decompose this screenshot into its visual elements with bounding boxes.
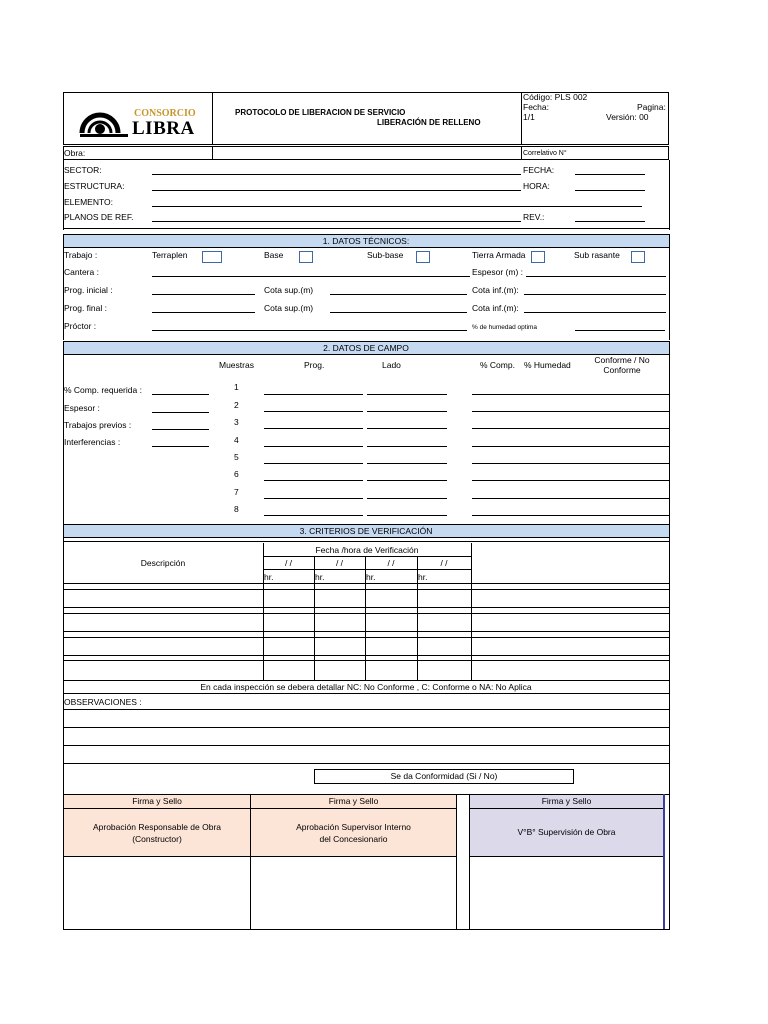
cantera-label: Cantera : <box>64 267 99 277</box>
rev-label: REV.: <box>523 212 545 222</box>
humedad-optima-field[interactable] <box>575 330 665 331</box>
cota-inf-1-label: Cota inf.(m): <box>472 285 519 295</box>
humedad-header: % Humedad <box>524 360 571 370</box>
humedad-optima-label: % de humedad optima <box>472 324 538 331</box>
subbase-checkbox[interactable] <box>416 251 430 263</box>
terraplen-label: Terraplen <box>152 250 188 260</box>
signature-header-2: Firma y Sello <box>251 795 456 809</box>
verification-hour[interactable]: hr. <box>366 572 376 582</box>
planos-label: PLANOS DE REF. <box>64 212 134 222</box>
logo-bottom-text: LIBRA <box>132 118 195 139</box>
form-subtitle: LIBERACIÓN DE RELLENO <box>377 118 481 127</box>
hora-label: HORA: <box>523 181 550 191</box>
cota-sup-2-field[interactable] <box>330 312 467 313</box>
logo <box>78 103 198 143</box>
cota-sup-2-label: Cota sup.(m) <box>264 303 314 313</box>
signature-role-2 <box>251 809 456 857</box>
observaciones-label: OBSERVACIONES : <box>64 697 142 707</box>
interferencias-field[interactable] <box>152 446 209 447</box>
proctor-label: Próctor : <box>64 321 97 331</box>
signature-area-2[interactable] <box>251 857 456 929</box>
verification-date[interactable]: / / <box>387 558 395 568</box>
prog-header: Prog. <box>304 360 325 370</box>
tierra-armada-label: Tierra Armada <box>472 250 526 260</box>
sample-number: 8 <box>234 504 239 514</box>
trabajos-previos-field[interactable] <box>152 429 209 430</box>
form-title: PROTOCOLO DE LIBERACION DE SERVICIO <box>235 108 406 117</box>
sample-number: 1 <box>234 382 239 392</box>
espesor-campo-label: Espesor : <box>64 403 100 413</box>
prog-final-field[interactable] <box>152 312 255 313</box>
planos-field[interactable] <box>152 221 521 222</box>
signature-area-1[interactable] <box>64 857 250 929</box>
comp-requerida-field[interactable] <box>152 394 209 395</box>
conforme-header-1: Conforme / No <box>594 355 650 365</box>
sample-number: 3 <box>234 417 239 427</box>
sample-number: 7 <box>234 487 239 497</box>
correlativo-label: Correlativo N° <box>523 150 567 157</box>
base-checkbox[interactable] <box>299 251 313 263</box>
cota-sup-1-field[interactable] <box>330 294 467 295</box>
cota-inf-1-field[interactable] <box>524 294 666 295</box>
section-criterios: 3. CRITERIOS DE VERIFICACIÓN <box>63 524 669 538</box>
espesor-campo-field[interactable] <box>152 412 209 413</box>
sector-label: SECTOR: <box>64 165 102 175</box>
signature-header-1: Firma y Sello <box>64 795 250 809</box>
espesor-field[interactable] <box>526 276 666 277</box>
subbase-label: Sub-base <box>367 250 404 260</box>
hora-field[interactable] <box>575 190 645 191</box>
verification-date[interactable]: / / <box>335 558 344 568</box>
signature-role-3-line1: V°B° Supervisión de Obra <box>517 827 616 837</box>
version-label: Versión: 00 <box>606 112 649 122</box>
fecha-label: FECHA: <box>523 165 555 175</box>
tierra-armada-checkbox[interactable] <box>531 251 545 263</box>
descripcion-header: Descripción <box>140 558 186 568</box>
fecha-hora-header: Fecha /hora de Verificación <box>315 545 419 555</box>
signature-role-1-line1: Aprobación Responsable de Obra <box>92 822 222 832</box>
section-datos-campo: 2. DATOS DE CAMPO <box>63 341 669 355</box>
signature-header-3: Firma y Sello <box>470 795 663 809</box>
signature-area-3[interactable] <box>470 857 663 929</box>
muestras-header: Muestras <box>219 360 254 370</box>
prog-inicial-field[interactable] <box>152 294 255 295</box>
proctor-field[interactable] <box>152 330 467 331</box>
prog-inicial-label: Prog. inicial : <box>64 285 113 295</box>
sample-number: 2 <box>234 400 239 410</box>
verification-hour[interactable]: hr. <box>418 572 428 582</box>
inspection-note: En cada inspección se debera detallar NC: No Conforme , C: Conforme o NA: No Aplica <box>200 682 532 692</box>
signature-role-1-line2: (Constructor) <box>132 834 182 844</box>
codigo-label: Código: PLS 002 <box>523 92 588 102</box>
logo-mark-icon <box>78 103 130 139</box>
verification-hour[interactable]: hr. <box>264 572 274 582</box>
cota-sup-1-label: Cota sup.(m) <box>264 285 314 295</box>
signature-role-2-line1: Aprobación Supervisor Interno <box>296 822 411 832</box>
sub-rasante-checkbox[interactable] <box>631 251 645 263</box>
comp-header: % Comp. <box>480 360 515 370</box>
verification-date[interactable]: / / <box>440 558 448 568</box>
base-label: Base <box>264 250 284 260</box>
section-datos-tecnicos: 1. DATOS TÉCNICOS: <box>63 234 669 248</box>
fecha-field[interactable] <box>575 174 645 175</box>
sample-number: 4 <box>234 435 239 445</box>
fecha-header-label: Fecha: <box>523 102 549 112</box>
comp-requerida-label: % Comp. requerida : <box>64 385 142 395</box>
espesor-label: Espesor (m) : <box>472 267 524 277</box>
trabajo-label: Trabajo : <box>64 250 98 260</box>
logo-top-text: CONSORCIO <box>134 108 196 119</box>
estructura-label: ESTRUCTURA: <box>64 181 125 191</box>
terraplen-checkbox[interactable] <box>202 251 222 263</box>
cota-inf-2-field[interactable] <box>524 312 666 313</box>
sector-field[interactable] <box>152 174 521 175</box>
estructura-field[interactable] <box>152 190 521 191</box>
pagina-label: Pagina: <box>637 102 666 112</box>
signature-role-2-line2: del Concesionario <box>319 834 388 844</box>
obra-label: Obra: <box>64 148 86 158</box>
cota-inf-2-label: Cota inf.(m): <box>472 303 519 313</box>
sample-number: 6 <box>234 469 239 479</box>
elemento-field[interactable] <box>152 206 642 207</box>
conformidad-label: Se da Conformidad (Si / No) <box>390 771 498 781</box>
lado-header: Lado <box>382 360 401 370</box>
obra-row <box>63 146 669 160</box>
sub-rasante-label: Sub rasante <box>574 250 620 260</box>
signature-role-1 <box>64 809 250 857</box>
prog-final-label: Prog. final : <box>64 303 107 313</box>
verification-date[interactable]: / / <box>284 558 293 568</box>
pagina-value: 1/1 <box>523 112 535 122</box>
cantera-field[interactable] <box>152 276 470 277</box>
trabajos-previos-label: Trabajos previos : <box>64 420 132 430</box>
rev-field[interactable] <box>575 221 645 222</box>
sample-number: 5 <box>234 452 239 462</box>
verification-hour[interactable]: hr. <box>315 572 325 582</box>
elemento-label: ELEMENTO: <box>64 197 113 207</box>
conforme-header-2: Conforme <box>603 365 641 375</box>
interferencias-label: Interferencias : <box>64 437 121 447</box>
